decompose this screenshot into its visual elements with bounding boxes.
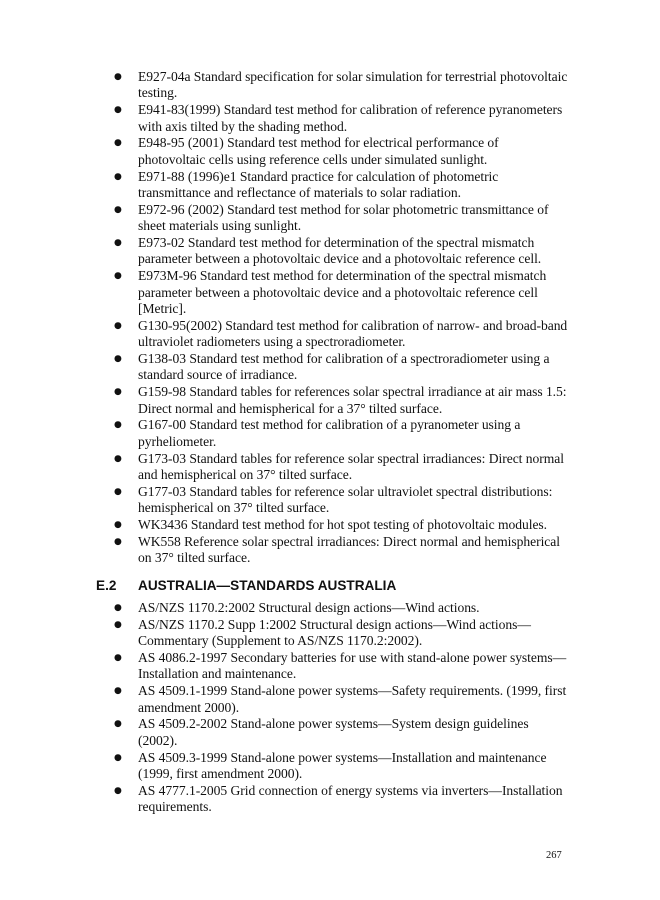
- bullet-icon: ●: [114, 653, 122, 663]
- bullet-icon: ●: [114, 271, 122, 282]
- list-item: [0, 517, 568, 533]
- bullet-icon: ●: [114, 603, 122, 613]
- list-item: [0, 69, 568, 102]
- list-item-text: G167-00 Standard test method for calibration of a pyranometer using a pyrheliometer.: [138, 417, 521, 449]
- list-item-text: E973-02 Standard test method for determination of the spectral mismatch parameter between a photovoltaic device and a photovoltaic reference cell.: [138, 235, 542, 267]
- list-item-text: G130-95(2002) Standard test method for calibration of narrow- and broad-band ultraviolet radiometers using a spectroradiometer.: [138, 317, 568, 350]
- bullet-icon: ●: [114, 520, 122, 531]
- list-item-text: AS 4086.2-1997 Secondary batteries for use with stand-alone power systems—Installation and maintenance.: [138, 650, 567, 682]
- list-item-text: AS 4509.2-2002 Stand-alone power systems—System design guidelines (2002).: [138, 716, 529, 748]
- list-item: [0, 169, 568, 202]
- section-heading: [96, 578, 396, 593]
- list-item: [0, 716, 568, 749]
- list-item: [0, 202, 568, 235]
- bullet-icon: ●: [114, 453, 122, 464]
- list-item: [0, 650, 568, 683]
- list-item: [0, 484, 568, 517]
- list-item: [0, 451, 568, 484]
- bullet-icon: ●: [114, 138, 122, 149]
- bullet-icon: ●: [114, 752, 122, 763]
- list-item-text: E927-04a Standard specification for solar simulation for terrestrial photovoltaic testing.: [138, 69, 568, 101]
- list-item-text: AS 4509.3-1999 Stand-alone power systems—Installation and maintenance (1999, first amendment 2000).: [138, 749, 547, 782]
- list-item: [0, 750, 568, 783]
- list-item: [0, 600, 568, 616]
- list-item-text: G173-03 Standard tables for reference solar spectral irradiances: Direct normal and hemispherical on 37° tilted surface.: [138, 450, 564, 483]
- bullet-icon: ●: [114, 486, 122, 497]
- astm-standards-list: [0, 69, 568, 567]
- list-item-text: E941-83(1999) Standard test method for calibration of reference pyranometers with axis tilted by the shading method.: [138, 102, 563, 134]
- list-item-text: E948-95 (2001) Standard test method for electrical performance of photovoltaic cells using reference cells under simulated sunlight.: [138, 135, 499, 167]
- list-item: [0, 783, 568, 816]
- list-item-text: AS/NZS 1170.2:2002 Structural design actions—Wind actions.: [138, 600, 480, 615]
- list-item: [0, 384, 568, 417]
- list-item-text: E973M-96 Standard test method for determination of the spectral mismatch parameter between a photovoltaic device and a photovoltaic reference cell [Metric].: [138, 268, 547, 317]
- list-item-text: WK558 Reference solar spectral irradiances: Direct normal and hemispherical on 37° tilted surface.: [138, 533, 560, 566]
- bullet-icon: ●: [114, 686, 122, 697]
- list-item: [0, 102, 568, 135]
- bullet-icon: ●: [114, 536, 122, 547]
- list-item: [0, 235, 568, 268]
- list-item-text: G138-03 Standard test method for calibration of a spectroradiometer using a standard source of irradiance.: [138, 351, 550, 383]
- bullet-icon: ●: [114, 619, 122, 630]
- bullet-icon: ●: [114, 72, 122, 82]
- list-item: [0, 617, 568, 650]
- australia-standards-list: [0, 600, 568, 816]
- list-item-text: AS/NZS 1170.2 Supp 1:2002 Structural design actions—Wind actions—Commentary (Supplement to AS/NZS 1170.2:2002).: [138, 616, 531, 649]
- bullet-icon: ●: [114, 785, 122, 796]
- bullet-icon: ●: [114, 354, 122, 365]
- bullet-icon: ●: [114, 719, 122, 730]
- bullet-icon: ●: [114, 238, 122, 249]
- list-item-text: E971-88 (1996)e1 Standard practice for calculation of photometric transmittance and reflectance of materials to solar radiation.: [138, 168, 499, 201]
- list-item-text: G159-98 Standard tables for references solar spectral irradiance at air mass 1.5: Direct normal and hemispherical for a 37° tilted surface.: [138, 384, 567, 416]
- bullet-icon: ●: [114, 320, 122, 331]
- list-item-text: AS 4777.1-2005 Grid connection of energy systems via inverters—Installation requirements.: [138, 782, 563, 815]
- bullet-icon: ●: [114, 420, 122, 431]
- list-item: [0, 135, 568, 168]
- list-item-text: WK3436 Standard test method for hot spot testing of photovoltaic modules.: [138, 517, 548, 533]
- list-item-text: AS 4509.1-1999 Stand-alone power systems—Safety requirements. (1999, first amendment 2000).: [138, 683, 567, 715]
- bullet-icon: ●: [114, 171, 122, 182]
- list-item-text: E972-96 (2002) Standard test method for solar photometric transmittance of sheet materials using sunlight.: [138, 201, 549, 234]
- list-item-text: G177-03 Standard tables for reference solar ultraviolet spectral distributions: hemispherical on 37° tilted surface.: [138, 483, 553, 516]
- list-item: [0, 417, 568, 450]
- list-item: [0, 318, 568, 351]
- list-item: [0, 683, 568, 716]
- section-title: AUSTRALIA—STANDARDS AUSTRALIA: [138, 578, 397, 593]
- page-number: 267: [546, 850, 562, 861]
- bullet-icon: ●: [114, 204, 122, 215]
- section-number: E.2: [96, 578, 117, 593]
- list-item: [0, 534, 568, 567]
- list-item: [0, 268, 568, 317]
- list-item: [0, 351, 568, 384]
- bullet-icon: ●: [114, 387, 122, 398]
- bullet-icon: ●: [114, 105, 122, 116]
